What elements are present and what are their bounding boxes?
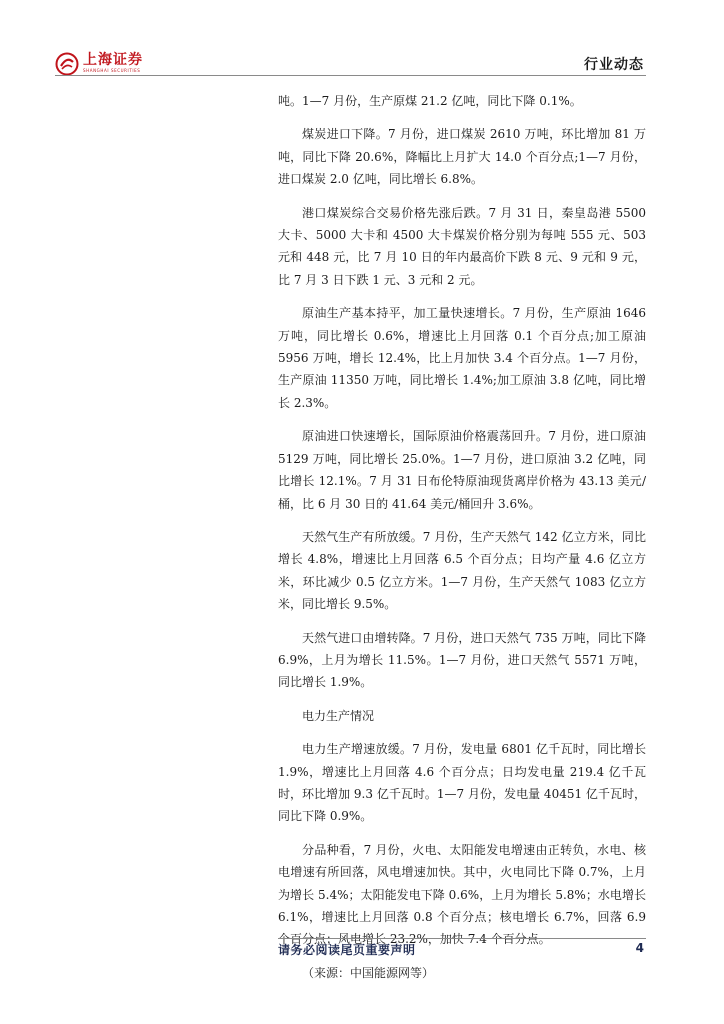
disclaimer-note: 请务必阅读尾页重要声明 xyxy=(278,943,416,957)
paragraph-crude-import: 原油进口快速增长，国际原油价格震荡回升。7 月份，进口原油 5129 万吨，同比增长 25.0%。1—7 月份，进口原油 3.2 亿吨，同比增长 12.1%。7 月 31 日布伦特原油现货离岸价格为 43.13 美元/桶，比 6 月 30 日的 41.64 美元/桶回升 3.6%。 xyxy=(278,429,646,511)
brand-emblem-icon xyxy=(55,52,79,76)
report-body xyxy=(278,90,646,984)
page-number: 4 xyxy=(635,941,644,955)
paragraph-port-coal-price: 港口煤炭综合交易价格先涨后跌。7 月 31 日，秦皇岛港 5500 大卡、5000 大卡和 4500 大卡煤炭价格分别为每吨 555 元、503 元和 448 元，比 7 月 10 日的年内最高价下跌 8 元、9 元和 9 元，比 7 月 3 日下跌 1 元、3 元和 2 元。 xyxy=(278,205,646,287)
document-type-label: 行业动态 xyxy=(584,57,644,73)
paragraph-crude-production: 原油生产基本持平，加工量快速增长。7 月份，生产原油 1646 万吨，同比增长 0.6%，增速比上月回落 0.1 个百分点;加工原油 5956 万吨，增长 12.4%，比上月加快 3.4 个百分点。1—7 月份，生产原油 11350 万吨，同比增长 1.4%;加工原油 3.8 亿吨，同比增长 2.3%。 xyxy=(278,306,646,410)
footer-divider xyxy=(278,938,646,939)
logo-english-name: SHANGHAI SECURITIES xyxy=(83,68,141,73)
paragraph-coal-import: 煤炭进口下降。7 月份，进口煤炭 2610 万吨，环比增加 81 万吨，同比下降 20.6%，降幅比上月扩大 14.0 个百分点;1—7 月份，进口煤炭 2.0 亿吨，同比增长 6.8%。 xyxy=(278,127,646,187)
paragraph-coal-production-cont: 吨。1—7 月份，生产原煤 21.2 亿吨，同比下降 0.1%。 xyxy=(278,94,582,108)
logo-chinese-name: 上海证券 xyxy=(83,52,143,68)
source-note: （来源：中国能源网等） xyxy=(302,965,435,980)
paragraph-power-by-type: 分品种看，7 月份，火电、太阳能发电增速由正转负，水电、核电增速有所回落，风电增速加快。其中，火电同比下降 0.7%，上月为增长 5.4%；太阳能发电下降 0.6%，上月为增长 5.8%；水电增长 6.1%，增速比上月回落 0.8 个百分点；核电增长 6.7%，回落 6.9 个百分点；风电增长 23.2%，加快 7.4 个百分点。 xyxy=(278,842,646,947)
paragraph-gas-import: 天然气进口由增转降。7 月份，进口天然气 735 万吨，同比下降 6.9%，上月为增长 11.5%。1—7 月份，进口天然气 5571 万吨，同比增长 1.9%。 xyxy=(278,630,646,690)
paragraph-gas-production: 天然气生产有所放缓。7 月份，生产天然气 142 亿立方米，同比增长 4.8%，增速比上月回落 6.5 个百分点；日均产量 4.6 亿立方米，环比减少 0.5 亿立方米。1—7 月份，生产天然气 1083 亿立方米，同比增长 9.5%。 xyxy=(278,529,646,612)
header-divider xyxy=(55,75,646,76)
section-heading-power: 电力生产情况 xyxy=(302,708,375,723)
paragraph-power-generation: 电力生产增速放缓。7 月份，发电量 6801 亿千瓦时，同比增长 1.9%，增速比上月回落 4.6 个百分点；日均发电量 219.4 亿千瓦时，环比增加 9.3 亿千瓦时。1—7 月份，发电量 40451 亿千瓦时，同比下降 0.9%。 xyxy=(278,742,646,824)
page-header xyxy=(0,0,724,80)
